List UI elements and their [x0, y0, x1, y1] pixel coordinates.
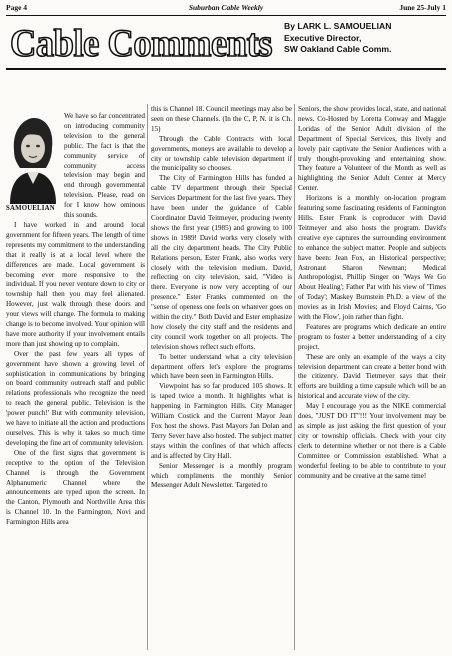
issue-date: June 25-July 1	[399, 3, 446, 12]
paragraph: Horizons is a monthly on-location program featuring some fascinating residents of Farmington Hills. Ester Frank is coproducer with David Teitmeyer and also hosts the program. David's creative eye captures the surrounding environment to enhance the subject matter. People and subjects have been: Jean Fox, an Historical perspective; Astronaut Sharon Newman; Medical Anthropologist, Phillip Singer on 'Ways We Go About Healing'; Father Pat with his view of 'Times of Today'; Maskey Burnstein Ph.D. a view of the movies as in Irish Movies; and Floyd Cairns, 'Go with the Flow', join rather than fight.	[298, 194, 446, 322]
portrait-image	[6, 112, 58, 204]
photo-caption: SAMOUELIAN	[6, 205, 55, 212]
paragraph: this is Channel 18. Council meetings may also be seen on these Channels. (In the C, P, N. it is Ch. 15)	[151, 105, 293, 133]
byline-author: By LARK L. SAMOUELIAN	[284, 21, 392, 31]
paragraph: I have worked in and around local government for fifteen years. The length of time represents my commitment to the understanding that it really is at a local level where the differences are made. Local government is becoming ever more responsive to the individual. If you never venture down to city or township hall then you may feel alienated. However, just walk through these doors and your views will change. The formula to making change is to become involved. Your opinion will have more authority if your involvement entails more than just showing up to complain.	[6, 220, 145, 348]
paragraph: These are only an example of the ways a city television department can create a better bond with the citizenry. David Tietmeyer says that their efforts are building a time capsule which will be an historical and accurate view of the city.	[298, 352, 446, 401]
paragraph: Through the Cable Contracts with local governments, moneys are available to develop a city or township cable television department if the municipality so chooses.	[151, 134, 292, 173]
author-photo	[6, 112, 58, 212]
page-number: Page 4	[6, 3, 28, 12]
article-column-2	[151, 105, 292, 491]
newspaper-name: Suburban Cable Weekly	[188, 3, 264, 12]
paragraph: The City of Farmington Hills has funded a cable TV department through their Special Services Department for the last five years. They have been under the guidance of Cable Coordinator David Teitmeyer, producing twenty shows the first year (1985) and growing to 100 shows in 1989! David works very closely with all the city department heads. The City Public Relations person, Ester Frank, also works very closely with the television medium. David, reflecting on city television, said, "Video is there. Everyone is now very accepting of our presence." Ester Franks commented on the "sense of openess one feels on whatever goes on within the city." Both David and Ester emphasize how closely the city staff and the residents and city council work together on all projects. The television shows reflect such efforts.	[151, 174, 292, 351]
logo-text: Cable Comments	[10, 22, 273, 64]
cable-comments-logo	[8, 20, 276, 64]
paragraph: Seniors, the show provides local, state, and national news. Co-Hosted by Loretta Conway and Maggie Loridas of the Senior Adult division of the Department of Special Services, this lively and lovely pair captivate the Senior Audiences with a truly thought-provoking and entertaining show. They feature a Volunteer of the Month as well as highlighting the Senior Adult Center at Mercy Center.	[298, 105, 446, 193]
paragraph: Senior Messenger is a monthly program which compliments the monthly Senior Messenger Adult Newsletter. Targeted to	[151, 461, 292, 490]
page-header	[6, 3, 446, 15]
paragraph: We have so far concentrated on introducing community television to the general public. The fact is that the community service of community access television may begin and end through governmental television. Please, read on for I know how ominous this sounds.	[64, 112, 145, 220]
byline-title: Executive Director,	[284, 32, 362, 43]
paragraph: Features are programs which dedicate an entire program to foster a better understanding of a city project.	[298, 322, 446, 351]
paragraph: One of the first signs that government is receptive to the option of the Television Channel is through the Government Alphanumeric Channel where the announcements are typed upon the screen. In the Canton, Plymouth and Northville Area this is Channel 10. In the Farmington, Novi and Farmington Hills area	[6, 448, 145, 527]
paragraph: May I encourage you as the NIKE commercial does, "JUST DO IT"!!! Your involvement may be as simple as just asking the first question of your city or township officials. Check with your city clerk to determine whether or not there is a Cable Committee or Commission established. What a wonderful feeling to be able to contribute to your community and be creative at the same time!	[298, 402, 446, 480]
byline	[284, 21, 448, 56]
paragraph: Over the past few years all types of government have shown a growing level of sophistication in communications by bringing on board community outreach staff and public relations professionals who recognize the need to reach the general public. Television is the 'power punch!' But with community television, we have to initiate all the action and productions ourselves. This is why it takes so much time developing the fine art of community television.	[6, 349, 145, 447]
byline-org: SW Oakland Cable Comm.	[284, 44, 392, 54]
header-rule	[6, 15, 446, 16]
article-column-1	[6, 112, 145, 528]
paragraph: To better understand what a city television department offers let's explore the programs which have been seen in Farmington Hills.	[151, 352, 292, 381]
masthead-rule	[6, 68, 446, 70]
article-column-3	[298, 105, 446, 481]
column-divider	[294, 104, 295, 650]
paragraph: Viewpoint has so far produced 105 shows. It is taped twice a month. It highlights what is happening in Farmington Hills. City Manager William Costick and the Current Mayor Jean Fox host the shows. Past Mayors Jan Dolan and Terry Sever have also hosted. The subject matter stays within the confines of that which affects and is affected by City Hall.	[151, 382, 292, 460]
column-divider	[147, 104, 148, 650]
